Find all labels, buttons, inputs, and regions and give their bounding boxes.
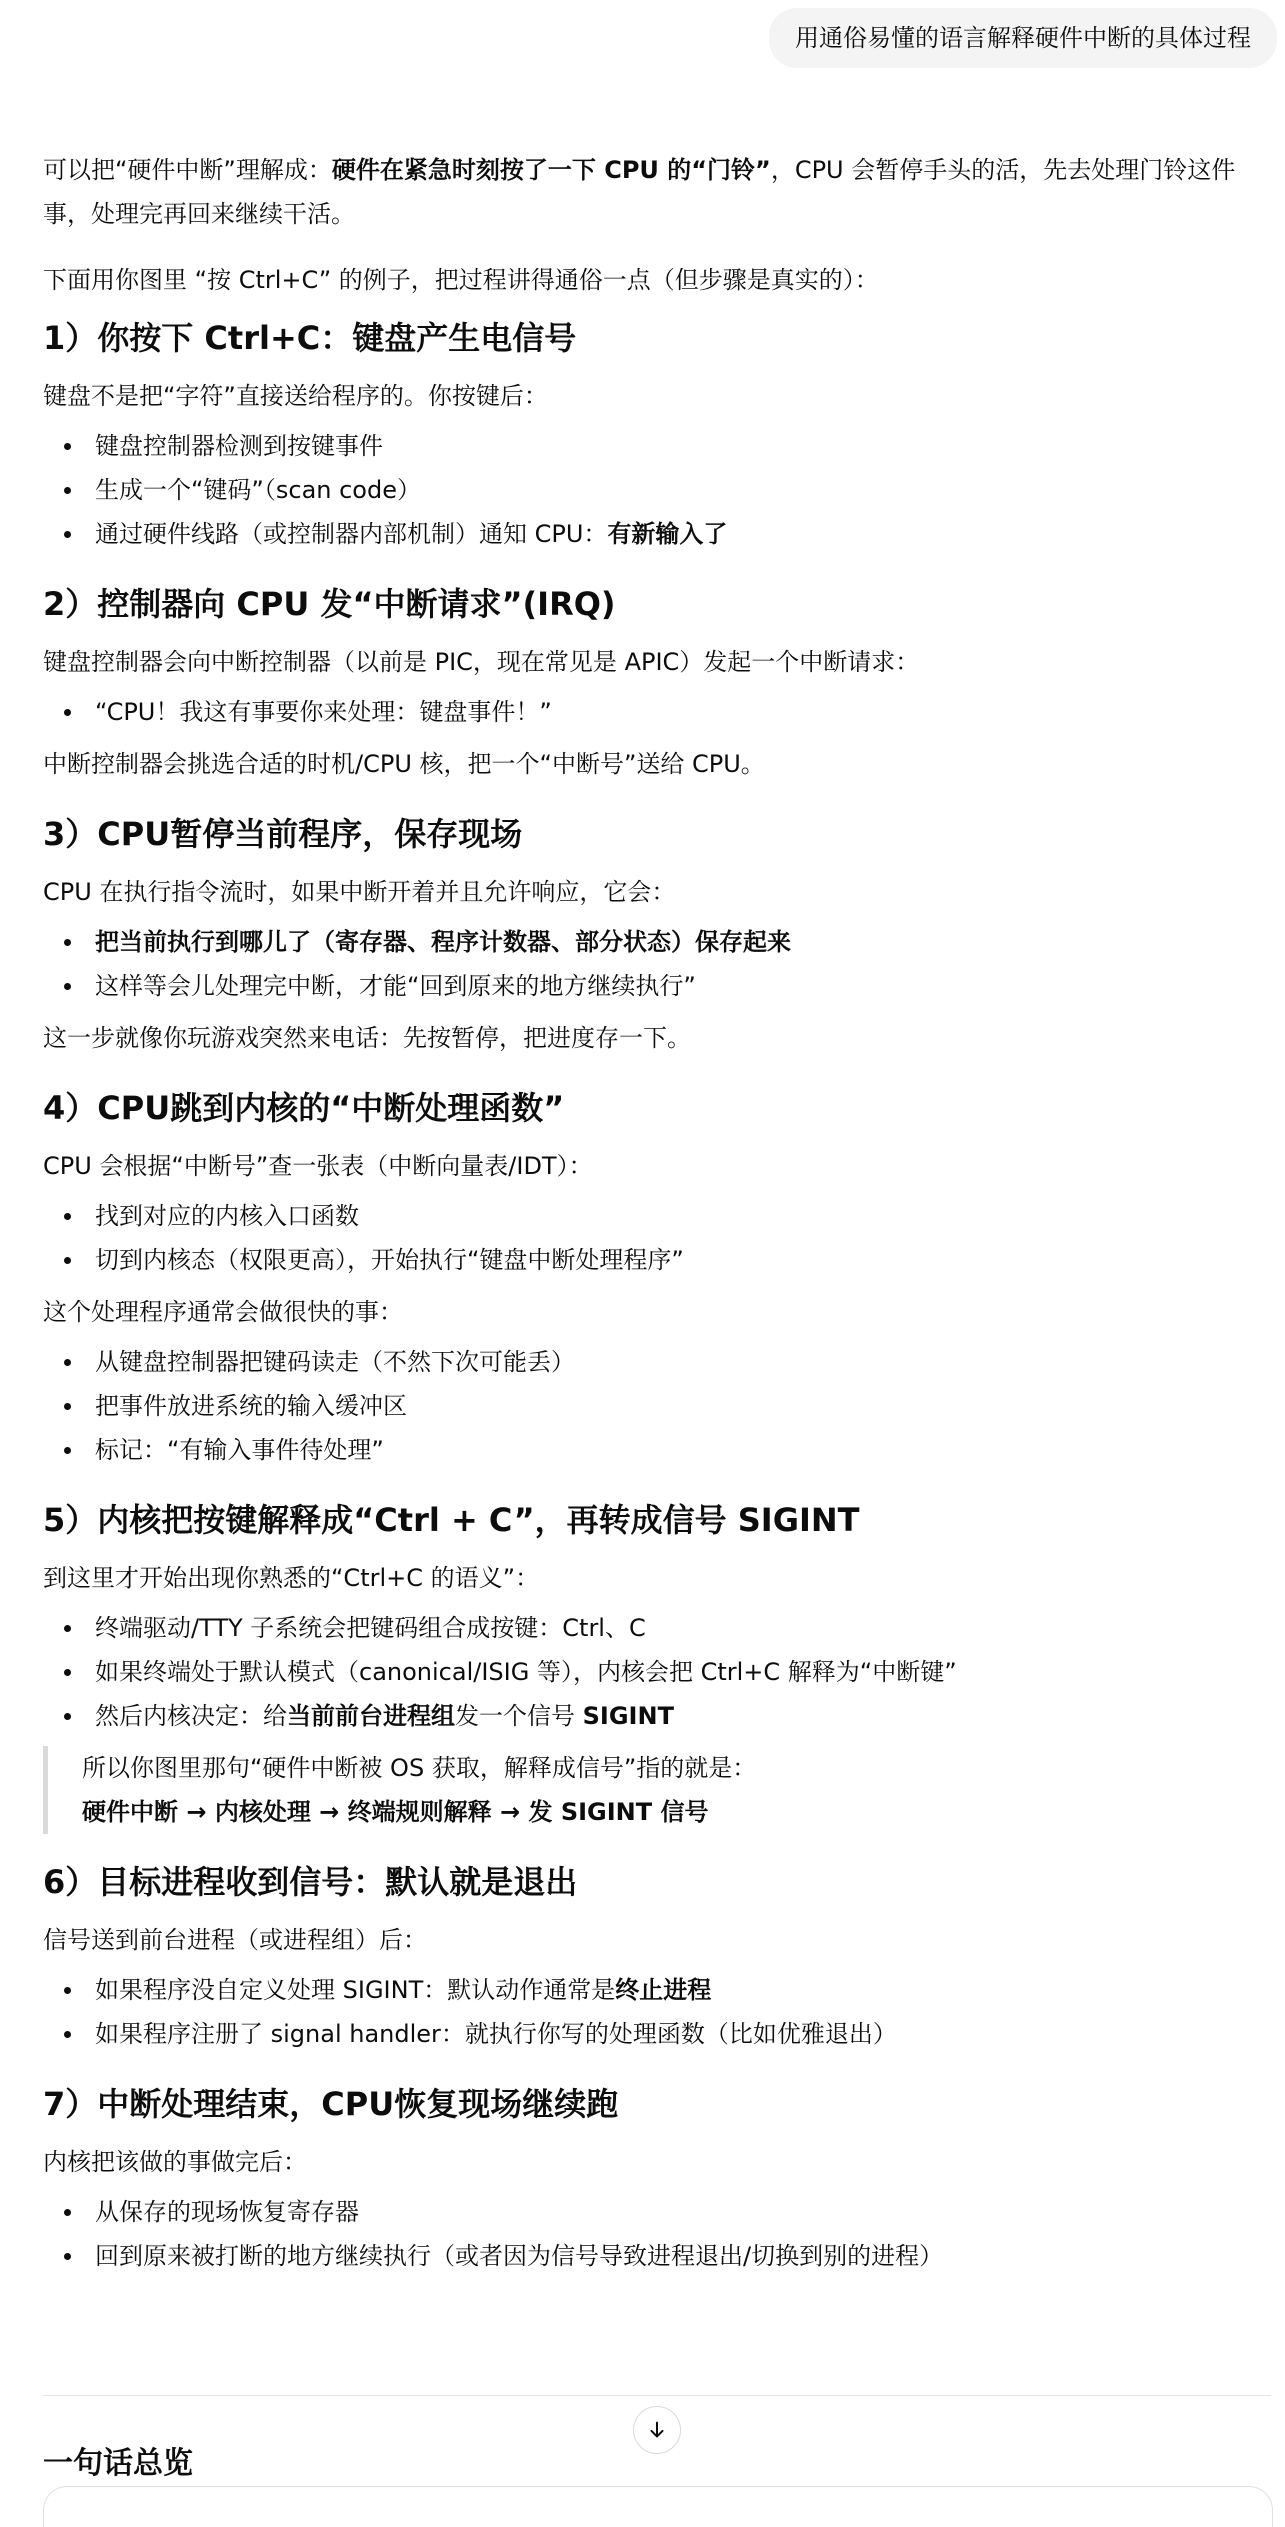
list-item: 从键盘控制器把键码读走（不然下次可能丢） — [95, 1340, 1271, 1384]
section-6 — [43, 1860, 1271, 2056]
list-item: 回到原来被打断的地方继续执行（或者因为信号导致进程退出/切换到别的进程） — [95, 2234, 1271, 2278]
section-3-text: CPU 在执行指令流时，如果中断开着并且允许响应，它会： — [43, 878, 676, 906]
list-item-bold: SIGINT — [582, 1702, 674, 1730]
intro-text: 可以把“硬件中断”理解成： — [43, 156, 332, 184]
section-5-text: 到这里才开始出现你熟悉的“Ctrl+C 的语义”： — [43, 1564, 540, 1592]
list-item: “CPU！我这有事要你来处理：键盘事件！” — [95, 690, 1271, 734]
section-7-text: 内核把该做的事做完后： — [43, 2148, 307, 2176]
section-3-title: 3）CPU暂停当前程序，保存现场 — [43, 815, 523, 853]
section-4-list — [43, 1194, 1271, 1282]
section-2-title: 2）控制器向 CPU 发“中断请求”(IRQ) — [43, 585, 616, 623]
blockquote — [43, 1746, 1271, 1834]
section-5 — [43, 1498, 1271, 1834]
summary-title: 一句话总览 — [43, 2446, 193, 2481]
section-6-text: 信号送到前台进程（或进程组）后： — [43, 1926, 427, 1954]
section-4 — [43, 1086, 1271, 1472]
list-item — [95, 1694, 1271, 1738]
list-item: 键盘控制器检测到按键事件 — [95, 424, 1271, 468]
section-1-title: 1）你按下 Ctrl+C：键盘产生电信号 — [43, 319, 577, 357]
list-item-bold: 有新输入了 — [607, 520, 728, 548]
user-message-bubble: 用通俗易懂的语言解释硬件中断的具体过程 — [769, 8, 1277, 68]
list-item: 如果终端处于默认模式（canonical/ISIG 等），内核会把 Ctrl+C 解释为“中断键” — [95, 1650, 1271, 1694]
quote-line-bold — [82, 1790, 1271, 1834]
list-item-bold: 终止进程 — [615, 1976, 712, 2004]
quote-bold: 硬件中断 → 内核处理 → 终端规则解释 → 发 SIGINT 信号 — [82, 1798, 709, 1826]
list-item-text: 发一个信号 — [455, 1702, 583, 1730]
intro-text-end: ，CPU 会暂停手头的活，先去处理门铃这件事，处理完再回来继续干活。 — [43, 156, 1236, 228]
section-4-title: 4）CPU跳到内核的“中断处理函数” — [43, 1089, 565, 1127]
section-2-list — [43, 690, 1271, 734]
list-item-text: 然后内核决定：给 — [95, 1702, 287, 1730]
list-item: 这样等会儿处理完中断，才能“回到原来的地方继续执行” — [95, 964, 1271, 1008]
scroll-to-bottom-button[interactable] — [633, 2406, 681, 2454]
list-item: 切到内核态（权限更高），开始执行“键盘中断处理程序” — [95, 1238, 1271, 1282]
list-item — [95, 512, 1271, 556]
assistant-answer — [43, 148, 1271, 2286]
section-4-list-2 — [43, 1340, 1271, 1472]
section-2-text-2: 中断控制器会挑选合适的时机/CPU 核，把一个“中断号”送给 CPU。 — [43, 750, 765, 778]
message-composer[interactable] — [43, 2486, 1273, 2527]
quote-line: 所以你图里那句“硬件中断被 OS 获取，解释成信号”指的就是： — [82, 1754, 757, 1782]
section-1-list — [43, 424, 1271, 556]
list-item-bold: 当前前台进程组 — [287, 1702, 455, 1730]
section-1 — [43, 316, 1271, 556]
section-6-list — [43, 1968, 1271, 2056]
list-item: 从保存的现场恢复寄存器 — [95, 2190, 1271, 2234]
list-item-text: 如果程序没自定义处理 SIGINT：默认动作通常是 — [95, 1976, 616, 2004]
section-3-text-2: 这一步就像你玩游戏突然来电话：先按暂停，把进度存一下。 — [43, 1024, 691, 1052]
intro-paragraph — [43, 148, 1271, 236]
divider — [43, 2395, 1271, 2396]
section-5-title: 5）内核把按键解释成“Ctrl + C”，再转成信号 SIGINT — [43, 1501, 860, 1539]
section-7-list — [43, 2190, 1271, 2278]
list-item: 生成一个“键码”（scan code） — [95, 468, 1271, 512]
list-item — [95, 1968, 1271, 2012]
section-7-title: 7）中断处理结束，CPU恢复现场继续跑 — [43, 2085, 619, 2123]
section-5-list — [43, 1606, 1271, 1738]
section-7 — [43, 2082, 1271, 2278]
list-item — [95, 920, 1271, 964]
list-item-bold: 把当前执行到哪儿了（寄存器、程序计数器、部分状态）保存起来 — [95, 928, 791, 956]
list-item: 标记：“有输入事件待处理” — [95, 1428, 1271, 1472]
section-3-list — [43, 920, 1271, 1008]
list-item: 把事件放进系统的输入缓冲区 — [95, 1384, 1271, 1428]
section-2-text: 键盘控制器会向中断控制器（以前是 PIC，现在常见是 APIC）发起一个中断请求： — [43, 648, 920, 676]
section-4-text: CPU 会根据“中断号”查一张表（中断向量表/IDT）： — [43, 1152, 593, 1180]
list-item-text: 通过硬件线路（或控制器内部机制）通知 CPU： — [95, 520, 608, 548]
intro-bold: 硬件在紧急时刻按了一下 CPU 的“门铃” — [331, 156, 771, 184]
lead-paragraph: 下面用你图里 “按 Ctrl+C” 的例子，把过程讲得通俗一点（但步骤是真实的）： — [43, 266, 879, 294]
arrow-down-icon — [646, 2419, 668, 2441]
section-2 — [43, 582, 1271, 786]
section-1-text: 键盘不是把“字符”直接送给程序的。你按键后： — [43, 382, 548, 410]
section-3 — [43, 812, 1271, 1060]
section-6-title: 6）目标进程收到信号：默认就是退出 — [43, 1863, 578, 1901]
list-item: 如果程序注册了 signal handler：就执行你写的处理函数（比如优雅退出） — [95, 2012, 1271, 2056]
list-item: 找到对应的内核入口函数 — [95, 1194, 1271, 1238]
section-4-text-2: 这个处理程序通常会做很快的事： — [43, 1298, 403, 1326]
list-item: 终端驱动/TTY 子系统会把键码组合成按键：Ctrl、C — [95, 1606, 1271, 1650]
